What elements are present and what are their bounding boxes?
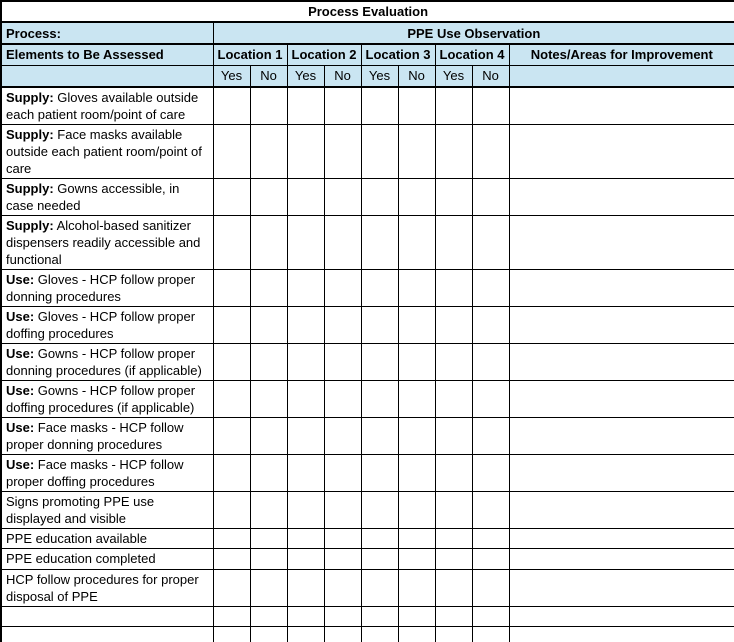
table-row: [1, 418, 734, 455]
loc2-yes-cell: [287, 344, 324, 381]
loc2-yes-cell: [287, 492, 324, 529]
loc2-no-cell: [324, 270, 361, 307]
loc2-yes-cell: [287, 549, 324, 570]
loc1-yes-cell: [213, 179, 250, 216]
notes-cell: [509, 344, 734, 381]
loc4-no-cell: [472, 216, 509, 270]
element-prefix: Supply:: [6, 181, 54, 196]
spacer-cell: [1, 65, 213, 87]
loc3-no-cell: [398, 216, 435, 270]
loc1-no-cell: [250, 570, 287, 607]
loc3-yes-cell: [361, 125, 398, 179]
loc1-yes-cell: [213, 627, 250, 642]
element-text: Gowns - HCP follow proper doffing procedures (if applicable): [6, 383, 196, 415]
no-header-loc1: No: [250, 65, 287, 87]
loc2-no-cell: [324, 125, 361, 179]
loc4-yes-cell: [435, 549, 472, 570]
loc1-yes-cell: [213, 455, 250, 492]
loc2-yes-cell: [287, 381, 324, 418]
loc3-no-cell: [398, 125, 435, 179]
loc3-yes-cell: [361, 179, 398, 216]
table-row: [1, 65, 734, 87]
element-text: Face masks available outside each patient room/point of care: [6, 127, 202, 176]
loc1-no-cell: [250, 270, 287, 307]
loc4-no-cell: [472, 179, 509, 216]
loc3-yes-cell: [361, 549, 398, 570]
notes-cell: [509, 179, 734, 216]
loc3-no-cell: [398, 87, 435, 125]
element-text: Gloves - HCP follow proper donning procedures: [6, 272, 196, 304]
element-text: Gowns accessible, in case needed: [6, 181, 180, 213]
element-text: Gloves - HCP follow proper doffing procedures: [6, 309, 196, 341]
element-text: Face masks - HCP follow proper doffing procedures: [6, 457, 184, 489]
notes-cell: [509, 627, 734, 642]
element-description: [1, 179, 213, 216]
loc3-yes-cell: [361, 344, 398, 381]
loc2-yes-cell: [287, 125, 324, 179]
element-description: [1, 307, 213, 344]
loc2-no-cell: [324, 627, 361, 642]
loc2-no-cell: [324, 179, 361, 216]
loc4-no-cell: [472, 87, 509, 125]
loc4-yes-cell: [435, 627, 472, 642]
notes-cell: [509, 455, 734, 492]
loc1-yes-cell: [213, 418, 250, 455]
element-prefix: Use:: [6, 383, 35, 398]
notes-cell: [509, 270, 734, 307]
loc3-no-cell: [398, 607, 435, 627]
notes-cell: [509, 418, 734, 455]
loc4-yes-cell: [435, 179, 472, 216]
loc2-no-cell: [324, 344, 361, 381]
loc1-no-cell: [250, 455, 287, 492]
loc1-no-cell: [250, 607, 287, 627]
loc3-no-cell: [398, 270, 435, 307]
loc2-no-cell: [324, 307, 361, 344]
loc3-yes-cell: [361, 418, 398, 455]
loc1-yes-cell: [213, 307, 250, 344]
table-row: [1, 570, 734, 607]
loc3-no-cell: [398, 549, 435, 570]
yes-header-loc1: Yes: [213, 65, 250, 87]
loc2-no-cell: [324, 492, 361, 529]
loc3-yes-cell: [361, 87, 398, 125]
element-description: [1, 549, 213, 570]
element-text: PPE education available: [6, 531, 147, 546]
loc2-yes-cell: [287, 455, 324, 492]
loc2-yes-cell: [287, 418, 324, 455]
loc3-no-cell: [398, 418, 435, 455]
table-row: [1, 529, 734, 549]
loc4-yes-cell: [435, 125, 472, 179]
yes-header-loc4: Yes: [435, 65, 472, 87]
table-row: [1, 607, 734, 627]
table-row: [1, 1, 734, 22]
loc3-no-cell: [398, 492, 435, 529]
element-description: [1, 418, 213, 455]
loc1-yes-cell: [213, 125, 250, 179]
yes-header-loc2: Yes: [287, 65, 324, 87]
loc1-no-cell: [250, 492, 287, 529]
location-2-header: Location 2: [287, 44, 361, 65]
loc4-no-cell: [472, 270, 509, 307]
notes-cell: [509, 216, 734, 270]
loc4-no-cell: [472, 627, 509, 642]
loc4-yes-cell: [435, 381, 472, 418]
loc4-yes-cell: [435, 529, 472, 549]
no-header-loc2: No: [324, 65, 361, 87]
table-row: [1, 125, 734, 179]
loc1-no-cell: [250, 529, 287, 549]
element-description: [1, 627, 213, 642]
loc4-no-cell: [472, 125, 509, 179]
loc2-yes-cell: [287, 179, 324, 216]
notes-cell: [509, 381, 734, 418]
loc2-no-cell: [324, 87, 361, 125]
loc2-no-cell: [324, 529, 361, 549]
element-description: [1, 216, 213, 270]
loc2-yes-cell: [287, 216, 324, 270]
element-prefix: Use:: [6, 309, 35, 324]
table-row: [1, 22, 734, 44]
loc3-yes-cell: [361, 607, 398, 627]
loc3-no-cell: [398, 570, 435, 607]
loc4-yes-cell: [435, 216, 472, 270]
notes-cell: [509, 549, 734, 570]
loc3-yes-cell: [361, 455, 398, 492]
loc3-yes-cell: [361, 627, 398, 642]
element-text: Alcohol-based sanitizer dispensers readily accessible and functional: [6, 218, 201, 267]
loc1-no-cell: [250, 418, 287, 455]
loc4-no-cell: [472, 344, 509, 381]
loc3-no-cell: [398, 179, 435, 216]
loc4-no-cell: [472, 455, 509, 492]
loc1-yes-cell: [213, 344, 250, 381]
table-row: [1, 307, 734, 344]
element-description: [1, 607, 213, 627]
element-prefix: Supply:: [6, 218, 54, 233]
element-prefix: Use:: [6, 457, 35, 472]
loc2-no-cell: [324, 216, 361, 270]
element-prefix: Supply:: [6, 127, 54, 142]
loc2-no-cell: [324, 455, 361, 492]
element-text: PPE education completed: [6, 551, 156, 566]
no-header-loc3: No: [398, 65, 435, 87]
yes-header-loc3: Yes: [361, 65, 398, 87]
table-row: [1, 549, 734, 570]
table-row: [1, 344, 734, 381]
table-row: [1, 627, 734, 642]
notes-cell: [509, 125, 734, 179]
loc2-yes-cell: [287, 607, 324, 627]
loc2-yes-cell: [287, 570, 324, 607]
loc3-no-cell: [398, 455, 435, 492]
loc3-yes-cell: [361, 529, 398, 549]
loc2-yes-cell: [287, 529, 324, 549]
loc1-yes-cell: [213, 549, 250, 570]
loc4-no-cell: [472, 607, 509, 627]
loc4-yes-cell: [435, 307, 472, 344]
loc1-yes-cell: [213, 87, 250, 125]
notes-cell: [509, 87, 734, 125]
loc2-no-cell: [324, 549, 361, 570]
element-description: [1, 270, 213, 307]
loc4-no-cell: [472, 418, 509, 455]
notes-cell: [509, 529, 734, 549]
element-text: Face masks - HCP follow proper donning procedures: [6, 420, 184, 452]
loc1-yes-cell: [213, 529, 250, 549]
loc1-yes-cell: [213, 492, 250, 529]
notes-cell: [509, 307, 734, 344]
loc4-yes-cell: [435, 270, 472, 307]
loc4-no-cell: [472, 381, 509, 418]
element-text: Gloves available outside each patient room/point of care: [6, 90, 199, 122]
loc4-yes-cell: [435, 455, 472, 492]
element-prefix: Use:: [6, 346, 35, 361]
element-prefix: Use:: [6, 272, 35, 287]
element-description: [1, 87, 213, 125]
loc1-no-cell: [250, 307, 287, 344]
loc4-no-cell: [472, 570, 509, 607]
loc1-yes-cell: [213, 270, 250, 307]
loc2-yes-cell: [287, 270, 324, 307]
element-description: [1, 529, 213, 549]
loc3-no-cell: [398, 627, 435, 642]
loc4-yes-cell: [435, 344, 472, 381]
loc2-yes-cell: [287, 627, 324, 642]
loc4-no-cell: [472, 549, 509, 570]
element-prefix: Use:: [6, 420, 35, 435]
loc1-no-cell: [250, 216, 287, 270]
table-row: [1, 381, 734, 418]
loc4-no-cell: [472, 307, 509, 344]
notes-cell: [509, 570, 734, 607]
element-description: [1, 125, 213, 179]
loc4-no-cell: [472, 492, 509, 529]
element-text: Gowns - HCP follow proper donning procedures (if applicable): [6, 346, 202, 378]
loc3-no-cell: [398, 307, 435, 344]
element-prefix: Supply:: [6, 90, 54, 105]
loc1-no-cell: [250, 125, 287, 179]
element-description: [1, 344, 213, 381]
location-4-header: Location 4: [435, 44, 509, 65]
loc4-no-cell: [472, 529, 509, 549]
location-3-header: Location 3: [361, 44, 435, 65]
elements-header: Elements to Be Assessed: [1, 44, 213, 65]
element-description: [1, 492, 213, 529]
table-row: [1, 179, 734, 216]
table-row: [1, 44, 734, 65]
table-row: [1, 455, 734, 492]
loc1-yes-cell: [213, 570, 250, 607]
loc2-no-cell: [324, 381, 361, 418]
loc4-yes-cell: [435, 87, 472, 125]
page-title: Process Evaluation: [1, 1, 734, 22]
loc4-yes-cell: [435, 492, 472, 529]
loc2-yes-cell: [287, 87, 324, 125]
element-description: [1, 381, 213, 418]
table-row: [1, 270, 734, 307]
loc4-yes-cell: [435, 607, 472, 627]
loc1-no-cell: [250, 549, 287, 570]
loc1-no-cell: [250, 627, 287, 642]
loc3-no-cell: [398, 381, 435, 418]
loc3-yes-cell: [361, 270, 398, 307]
observation-header: PPE Use Observation: [213, 22, 734, 44]
element-text: HCP follow procedures for proper disposal of PPE: [6, 572, 199, 604]
process-label: Process:: [1, 22, 213, 44]
loc4-yes-cell: [435, 570, 472, 607]
no-header-loc4: No: [472, 65, 509, 87]
loc2-yes-cell: [287, 307, 324, 344]
loc2-no-cell: [324, 570, 361, 607]
notes-header: Notes/Areas for Improvement: [509, 44, 734, 65]
notes-cell: [509, 607, 734, 627]
loc1-no-cell: [250, 344, 287, 381]
loc1-no-cell: [250, 381, 287, 418]
element-description: [1, 455, 213, 492]
loc1-yes-cell: [213, 381, 250, 418]
loc3-yes-cell: [361, 216, 398, 270]
loc4-yes-cell: [435, 418, 472, 455]
loc3-yes-cell: [361, 492, 398, 529]
element-text: Signs promoting PPE use displayed and visible: [6, 494, 155, 526]
element-description: [1, 570, 213, 607]
loc3-yes-cell: [361, 570, 398, 607]
notes-spacer-cell: [509, 65, 734, 87]
loc2-no-cell: [324, 418, 361, 455]
loc3-no-cell: [398, 529, 435, 549]
location-1-header: Location 1: [213, 44, 287, 65]
loc3-yes-cell: [361, 307, 398, 344]
notes-cell: [509, 492, 734, 529]
table-row: [1, 492, 734, 529]
loc3-yes-cell: [361, 381, 398, 418]
loc1-yes-cell: [213, 216, 250, 270]
loc1-yes-cell: [213, 607, 250, 627]
table-row: [1, 216, 734, 270]
loc3-no-cell: [398, 344, 435, 381]
loc1-no-cell: [250, 179, 287, 216]
table-row: [1, 87, 734, 125]
loc2-no-cell: [324, 607, 361, 627]
loc1-no-cell: [250, 87, 287, 125]
